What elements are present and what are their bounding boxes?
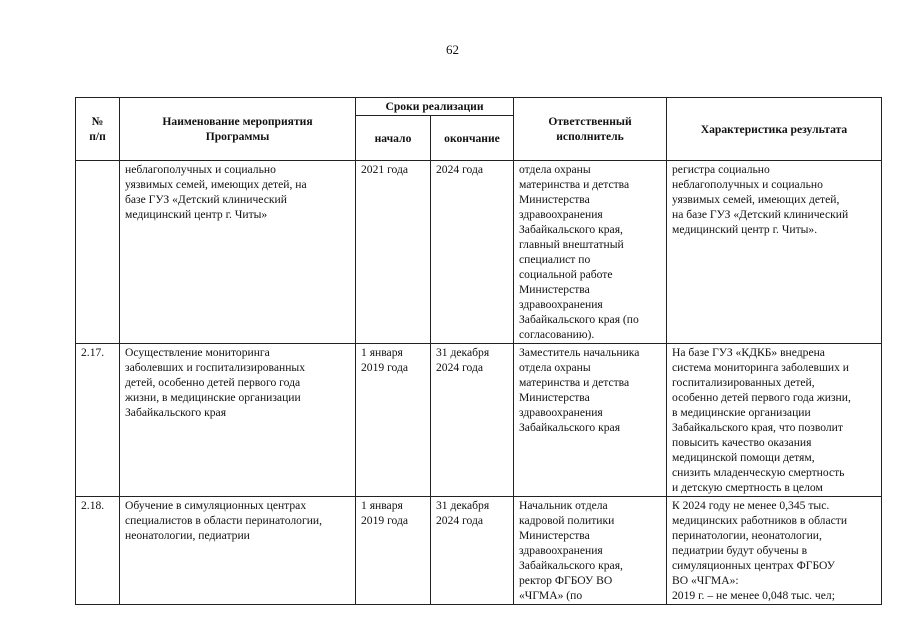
table-row xyxy=(76,161,882,344)
table-row xyxy=(76,344,882,497)
header-measure-name: Наименование мероприятия Программы xyxy=(120,98,356,161)
cell-measure-name: неблагополучных и социально уязвимых семей, имеющих детей, на базе ГУЗ «Детский клинический медицинский центр г. Читы» xyxy=(120,161,356,344)
cell-measure-name: Осуществление мониторинга заболевших и госпитализированных детей, особенно детей первого года жизни, в медицинские организации Забайкальского края xyxy=(120,344,356,497)
cell-end: 31 декабря 2024 года xyxy=(431,497,514,605)
header-number: № п/п xyxy=(76,98,120,161)
cell-end: 31 декабря 2024 года xyxy=(431,344,514,497)
cell-result: К 2024 году не менее 0,345 тыс. медицинских работников в области перинатологии, неонатологии, педиатрии будут обучены в симуляционных центрах ФГБОУ ВО «ЧГМА»: 2019 г. – не менее 0,048 тыс. чел; xyxy=(667,497,882,605)
header-result: Характеристика результата xyxy=(667,98,882,161)
cell-start: 2021 года xyxy=(356,161,431,344)
header-end: окончание xyxy=(431,116,514,161)
page-number: 62 xyxy=(446,42,459,57)
cell-number: 2.18. xyxy=(76,497,120,605)
table-row xyxy=(76,497,882,605)
cell-result: регистра социально неблагополучных и социально уязвимых семей, имеющих детей, на базе ГУЗ «Детский клинический медицинский центр г. Читы». xyxy=(667,161,882,344)
cell-start: 1 января 2019 года xyxy=(356,344,431,497)
cell-responsible: Начальник отдела кадровой политики Министерства здравоохранения Забайкальского края, ректор ФГБОУ ВО «ЧГМА» (по xyxy=(514,497,667,605)
cell-responsible: Заместитель начальника отдела охраны материнства и детства Министерства здравоохранения Забайкальского края xyxy=(514,344,667,497)
cell-responsible: отдела охраны материнства и детства Министерства здравоохранения Забайкальского края, главный внештатный специалист по социальной работе Министерства здравоохранения Забайкальского края (по согласованию). xyxy=(514,161,667,344)
table-header xyxy=(76,98,882,161)
cell-result: На базе ГУЗ «КДКБ» внедрена система мониторинга заболевших и госпитализированных детей, особенно детей первого года жизни, в медицинские организации Забайкальского края, что позволит повысить качество оказания медицинской помощи детям, снизить младенческую смертность и детскую смертность в целом xyxy=(667,344,882,497)
header-responsible: Ответственный исполнитель xyxy=(514,98,667,161)
cell-number xyxy=(76,161,120,344)
cell-start: 1 января 2019 года xyxy=(356,497,431,605)
header-timeframe: Сроки реализации xyxy=(356,98,514,116)
program-measures-table xyxy=(75,97,882,605)
cell-measure-name: Обучение в симуляционных центрах специалистов в области перинатологии, неонатологии, педиатрии xyxy=(120,497,356,605)
cell-number: 2.17. xyxy=(76,344,120,497)
header-start: начало xyxy=(356,116,431,161)
cell-end: 2024 года xyxy=(431,161,514,344)
